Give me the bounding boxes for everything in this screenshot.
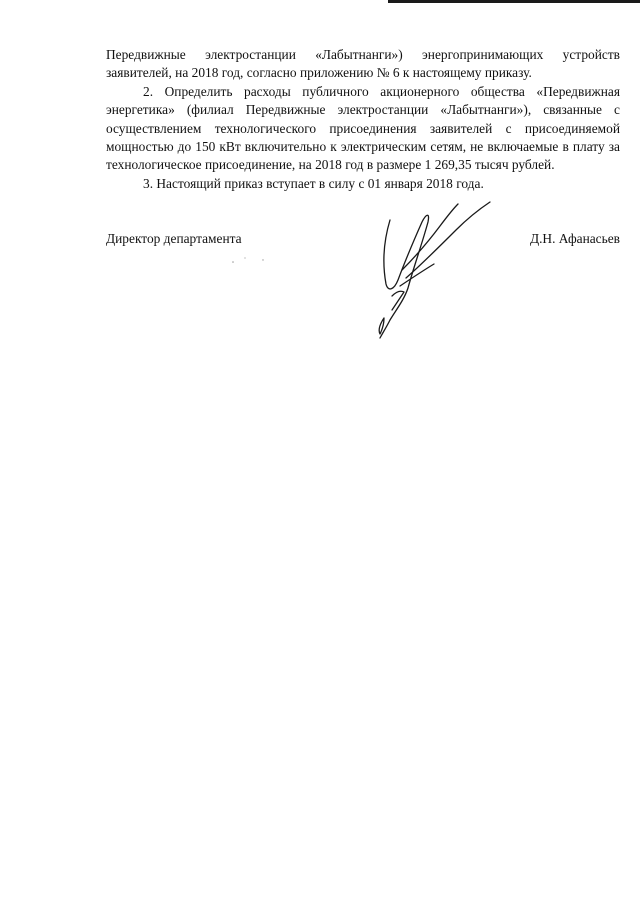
paragraph-3: 3. Настоящий приказ вступает в силу с 01 января 2018 года. — [143, 175, 484, 191]
scan-specks — [225, 252, 285, 272]
scan-edge-rule — [388, 0, 640, 3]
paragraph-continuation: Передвижные электростанции «Лабытнанги») энергопринимающих устройств заявителей, на 2018 год, согласно приложению № 6 к настоящему приказу. — [106, 47, 620, 81]
paragraph-2: 2. Определить расходы публичного акционерного общества «Передвижная энергетика» (филиал Передвижные электростанции «Лабытнанги»), связанные с осуществлением технологического присоединения заявителей с присоединяемой мощностью до 150 кВт включительно к электрическим сетям, не включаемые в плату за технологическое присоединение, на 2018 год в размере 1 269,35 тысяч рублей. — [106, 83, 620, 173]
signatory-name: Д.Н. Афанасьев — [529, 231, 620, 246]
signatory-title: Директор департамента — [106, 231, 242, 246]
handwritten-signature — [370, 200, 500, 340]
signature-block — [106, 231, 620, 251]
order-body-text — [106, 46, 620, 193]
